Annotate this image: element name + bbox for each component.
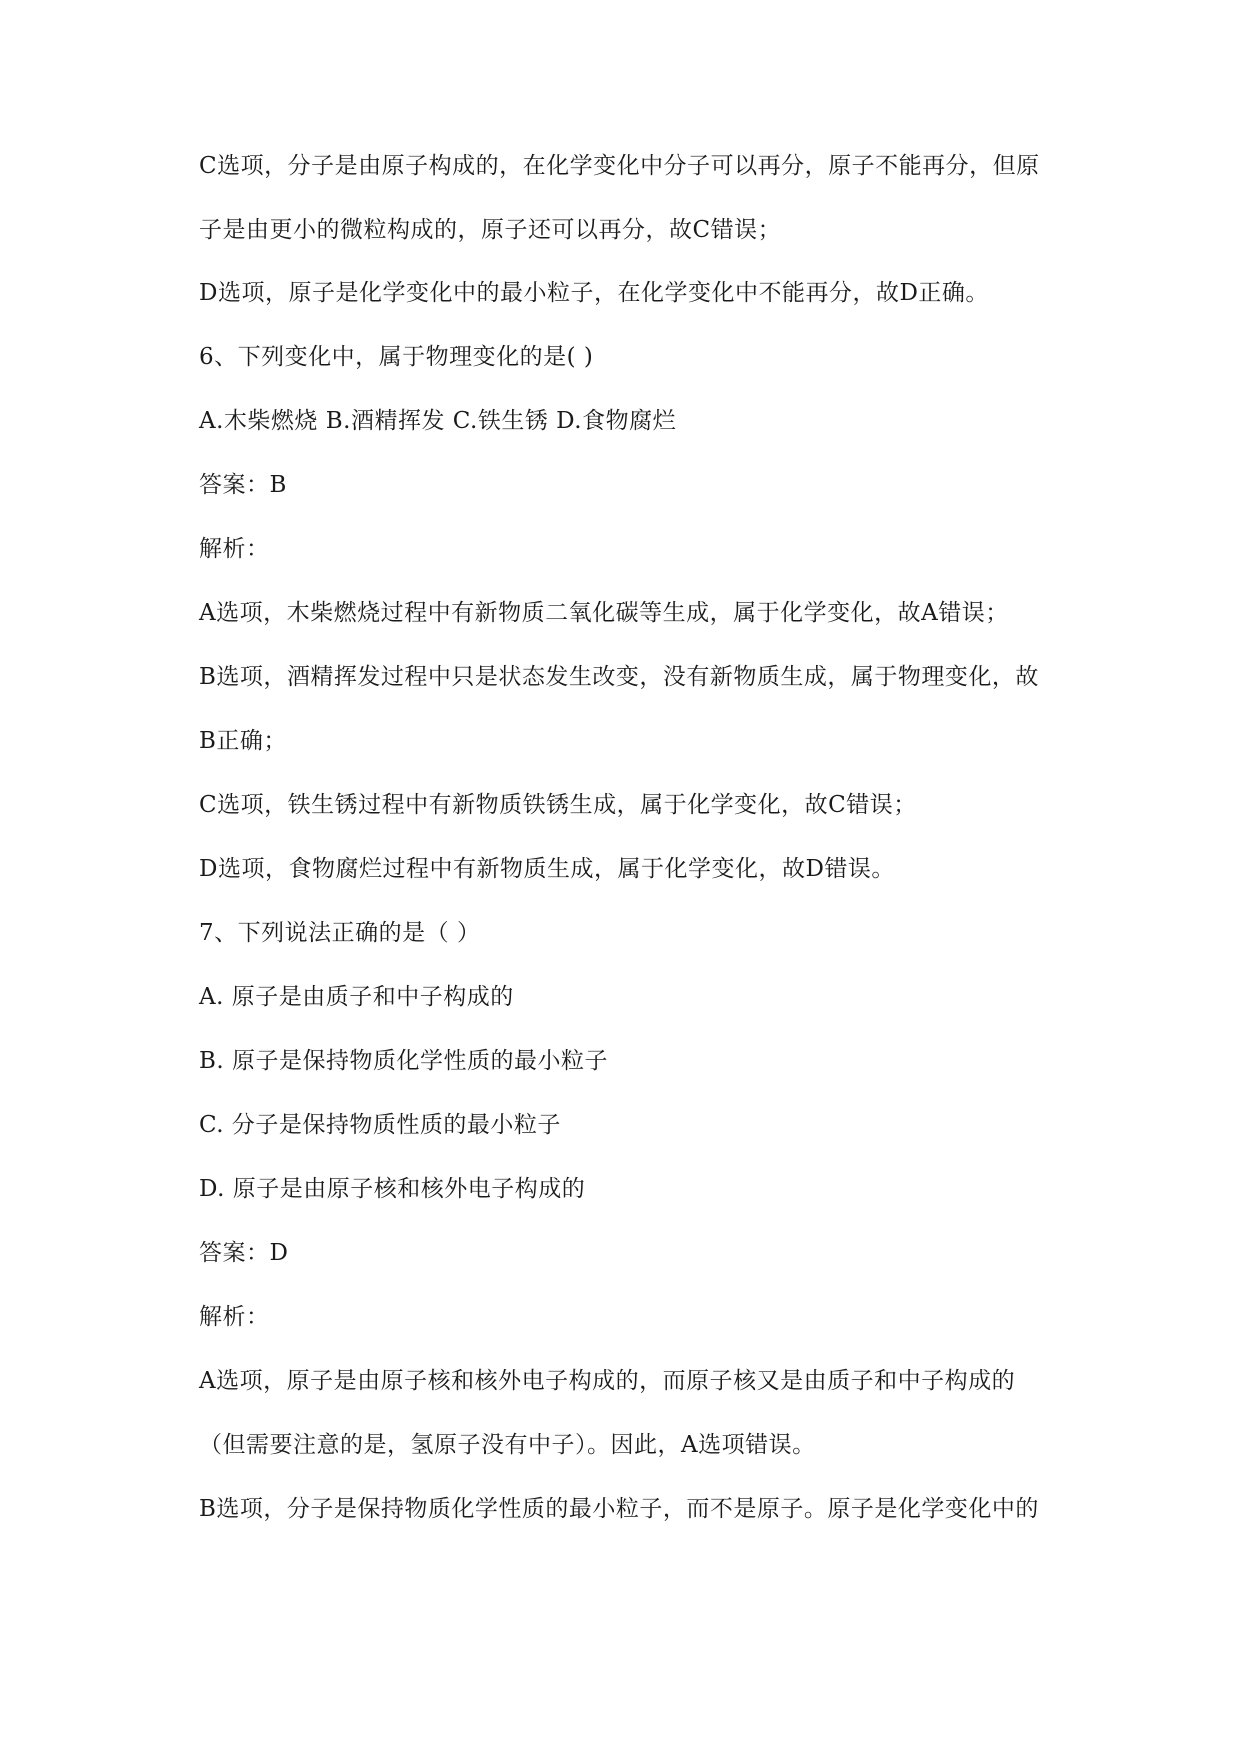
text-line-d-option-explanation: D选项，原子是化学变化中的最小粒子，在化学变化中不能再分，故D正确。	[199, 280, 989, 306]
question-6-analysis-c: C选项，铁生锈过程中有新物质铁锈生成，属于化学变化，故C错误；	[199, 792, 917, 818]
question-7-answer: 答案：D	[199, 1240, 289, 1266]
question-6-analysis-b: B选项，酒精挥发过程中只是状态发生改变，没有新物质生成，属于物理变化，故	[199, 664, 1039, 690]
question-7-option-b: B. 原子是保持物质化学性质的最小粒子	[199, 1048, 609, 1074]
question-6-answer: 答案：B	[199, 472, 287, 498]
question-7-title: 7、下列说法正确的是（ ）	[199, 920, 481, 946]
question-6-analysis-b-continued: B正确；	[199, 728, 287, 754]
question-7-analysis-a: A选项，原子是由原子核和核外电子构成的，而原子核又是由质子和中子构成的	[199, 1368, 1016, 1394]
question-7-analysis-b: B选项，分子是保持物质化学性质的最小粒子，而不是原子。原子是化学变化中的	[199, 1496, 1039, 1522]
question-6-analysis-a: A选项，木柴燃烧过程中有新物质二氧化碳等生成，属于化学变化，故A错误；	[199, 600, 1009, 626]
question-6-analysis-label: 解析：	[199, 536, 270, 562]
question-7-option-c: C. 分子是保持物质性质的最小粒子	[199, 1112, 561, 1138]
text-line-c-option-continued: 子是由更小的微粒构成的，原子还可以再分，故C错误；	[199, 217, 782, 243]
question-7-analysis-a-continued: （但需要注意的是，氢原子没有中子）。因此，A选项错误。	[199, 1432, 816, 1458]
question-6-analysis-d: D选项，食物腐烂过程中有新物质生成，属于化学变化，故D错误。	[199, 856, 895, 882]
question-7-option-a: A. 原子是由质子和中子构成的	[199, 984, 514, 1010]
question-6-options: A.木柴燃烧 B.酒精挥发 C.铁生锈 D.食物腐烂	[199, 408, 677, 434]
question-6-title: 6、下列变化中，属于物理变化的是( )	[199, 344, 594, 370]
question-7-analysis-label: 解析：	[199, 1304, 270, 1330]
question-7-option-d: D. 原子是由原子核和核外电子构成的	[199, 1176, 586, 1202]
text-line-c-option-explanation: C选项，分子是由原子构成的，在化学变化中分子可以再分，原子不能再分，但原	[199, 153, 1040, 179]
